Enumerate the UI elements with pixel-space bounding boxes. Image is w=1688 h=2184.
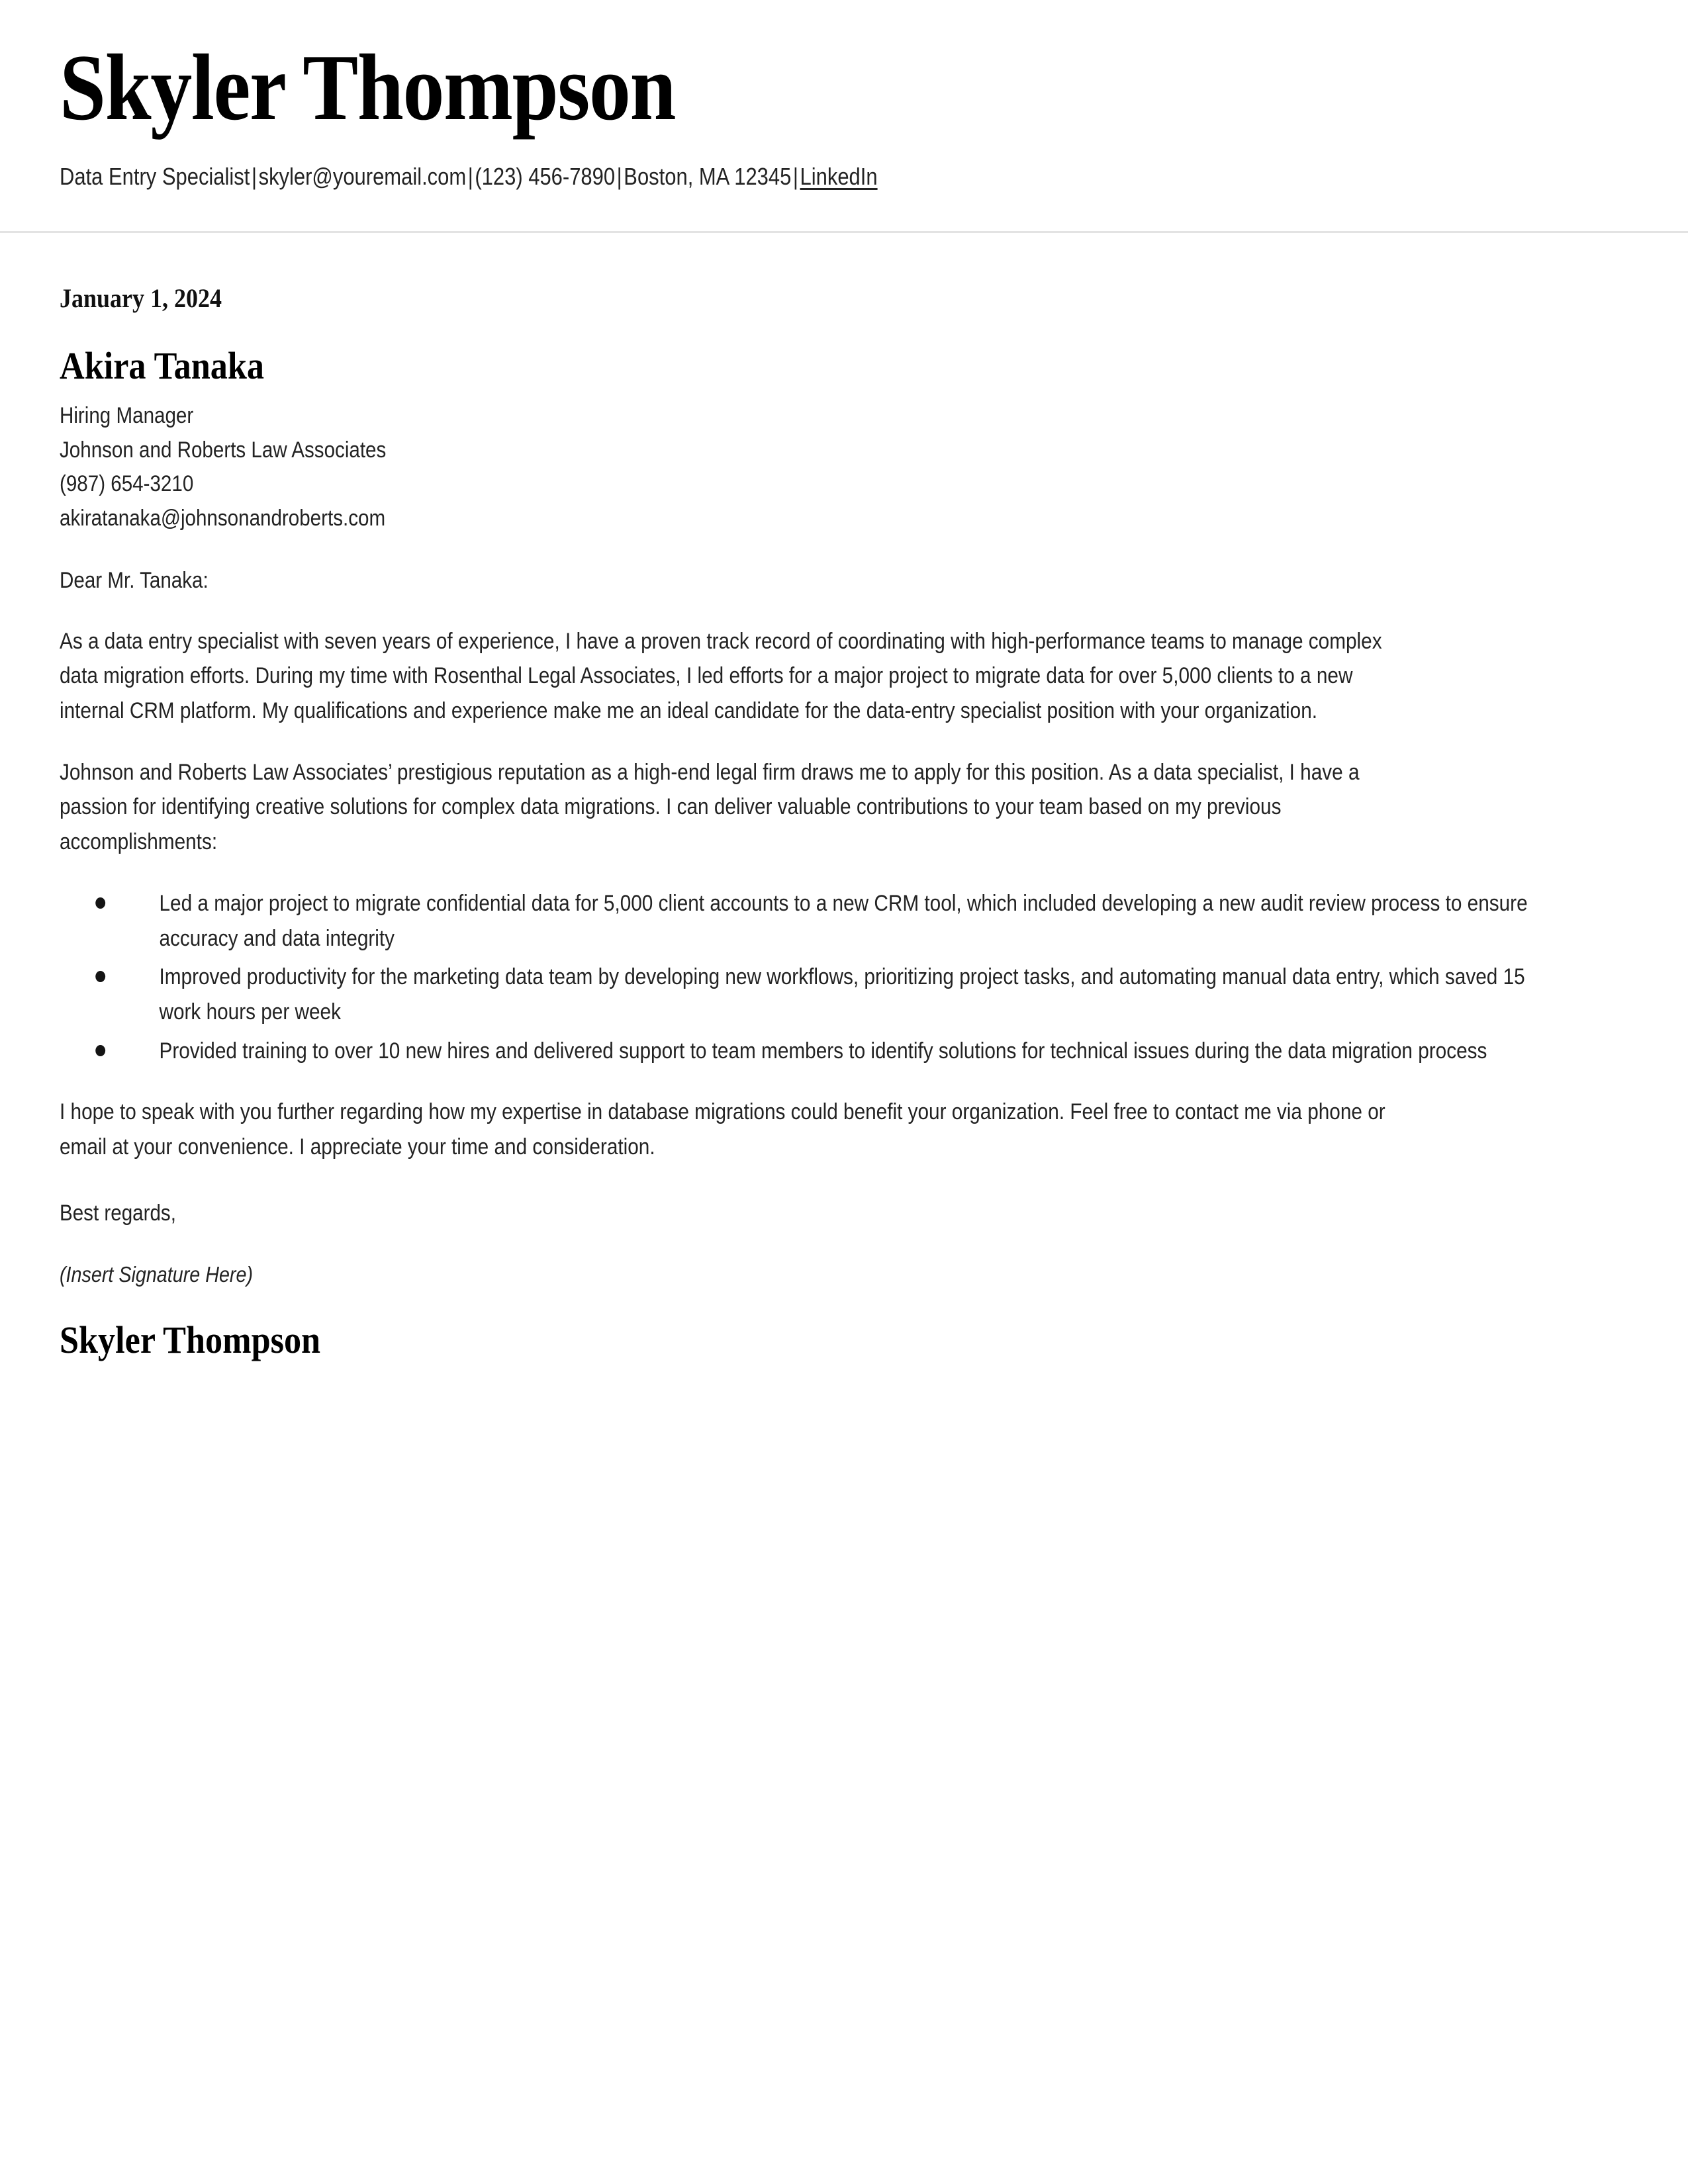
body-paragraph-2: Johnson and Roberts Law Associates’ prestigious reputation as a high-end legal firm draws me to apply for this position. As a data specialist, I have a passion for identifying creative solutions for complex data migrations. I can deliver valuable contributions to your team based on my previous accomplishments: [60, 759, 1360, 855]
list-item [60, 960, 1550, 1029]
contact-job-title: Data Entry Specialist [60, 162, 250, 190]
contact-email: skyler@youremail.com [258, 162, 467, 190]
contact-separator-4: | [792, 162, 798, 190]
recipient-company: Johnson and Roberts Law Associates [60, 437, 387, 463]
signature-placeholder: (Insert Signature Here) [60, 1261, 254, 1287]
list-item [60, 886, 1550, 956]
bullet-dot-icon [95, 971, 105, 982]
bullet-dot-icon [95, 1045, 105, 1056]
bullet-dot-icon [95, 897, 105, 909]
signature-name: Skyler Thompson [60, 1318, 321, 1362]
contact-line [60, 161, 1409, 193]
recipient-phone: (987) 654-3210 [60, 471, 194, 497]
letter-date: January 1, 2024 [60, 283, 222, 314]
list-item-text: Improved productivity for the marketing data team by developing new workflows, prioritizing project tasks, and automating manual data entry, which saved 15 work hours per week [159, 964, 1525, 1024]
contact-separator-3: | [616, 162, 622, 190]
body-top-spacer [60, 233, 1628, 283]
recipient-details [60, 399, 1425, 536]
contact-phone: (123) 456-7890 [475, 162, 616, 190]
salutation: Dear Mr. Tanaka: [60, 567, 209, 593]
recipient-name: Akira Tanaka [60, 344, 264, 388]
recipient-email: akiratanaka@johnsonandroberts.com [60, 506, 386, 531]
contact-separator-2: | [467, 162, 473, 190]
list-item-text: Provided training to over 10 new hires and delivered support to team members to identify solutions for technical issues during the data migration process [159, 1038, 1487, 1064]
recipient-title: Hiring Manager [60, 403, 194, 428]
contact-separator-1: | [251, 162, 258, 190]
body-paragraph-1: As a data entry specialist with seven years of experience, I have a proven track record of coordinating with high-performance teams to manage complex data migration efforts. During my time with Rosenthal Legal Associates, I led efforts for a major project to migrate data for over 5,000 clients to a new internal CRM platform. My qualifications and experience make me an ideal candidate for the data-entry specialist position with your organization. [60, 628, 1382, 724]
letter-header [0, 0, 1688, 233]
linkedin-link[interactable]: LinkedIn [800, 162, 878, 190]
accomplishments-list [60, 886, 1601, 1068]
list-item-text: Led a major project to migrate confidential data for 5,000 client accounts to a new CRM tool, which included developing a new audit review process to ensure accuracy and data integrity [159, 890, 1528, 951]
letter-body [0, 233, 1688, 1363]
page-title: Skyler Thompson [60, 35, 676, 140]
signoff: Best regards, [60, 1200, 176, 1226]
body-paragraph-3: I hope to speak with you further regarding how my expertise in database migrations could benefit your organization. Feel free to contact me via phone or email at your convenience. I appreciate your time and consideration. [60, 1099, 1385, 1160]
list-item [60, 1034, 1550, 1069]
contact-location: Boston, MA 12345 [624, 162, 792, 190]
